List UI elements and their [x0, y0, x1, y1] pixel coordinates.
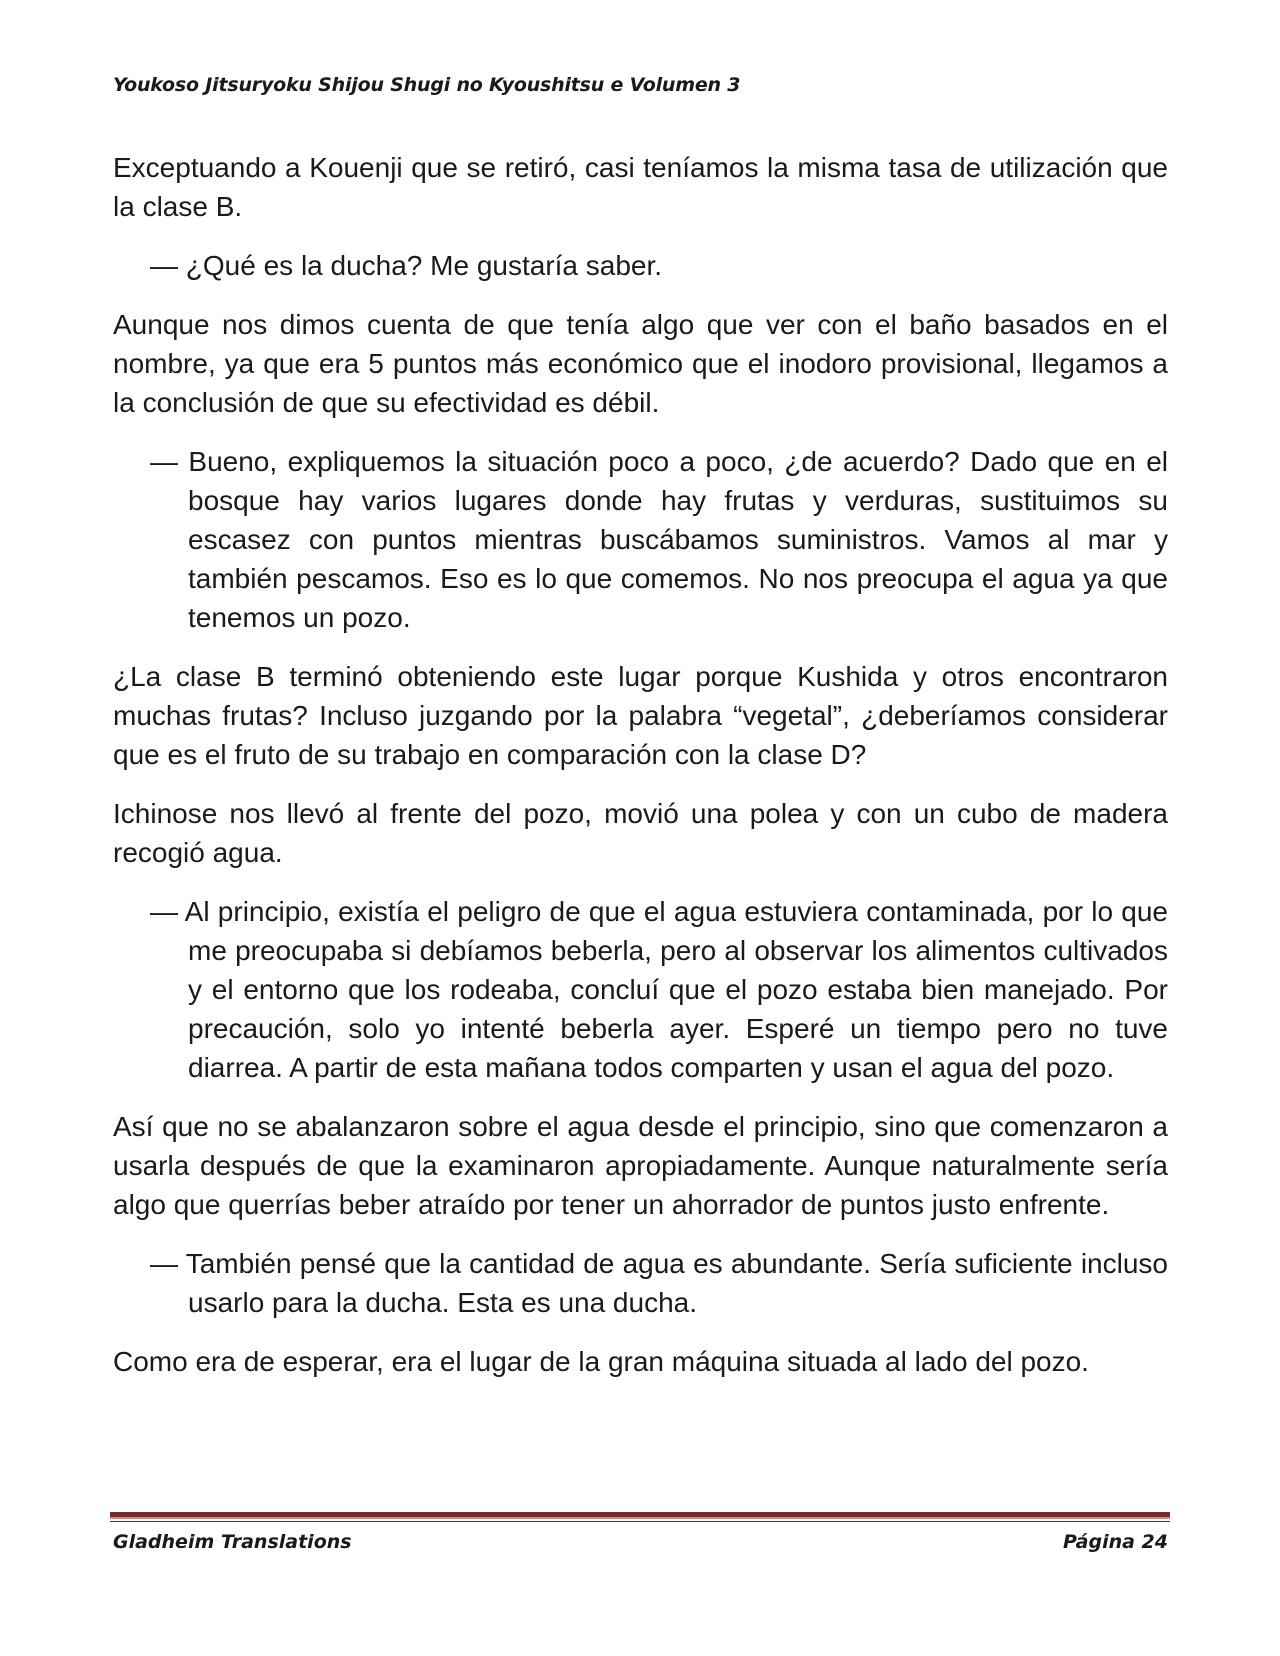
dialog-line: — ¿Qué es la ducha? Me gustaría saber.	[150, 250, 663, 281]
paragraph: Aunque nos dimos cuenta de que tenía algo que ver con el baño basados en el nombre, ya que era 5 puntos más económico que el inodoro provisional, llegamos a la conclusión de que su efectividad es débil.	[113, 309, 1168, 418]
footer-divider	[110, 1512, 1170, 1519]
paragraph: Exceptuando a Kouenji que se retiró, casi teníamos la misma tasa de utilización que la clase B.	[113, 152, 1168, 222]
paragraph: Ichinose nos llevó al frente del pozo, movió una polea y con un cubo de madera recogió agua.	[113, 798, 1168, 868]
dialog-line: — Bueno, expliquemos la situación poco a poco, ¿de acuerdo? Dado que en el bosque hay varios lugares donde hay frutas y verduras, sustituimos su escasez con puntos mientras buscábamos suministros. Vamos al mar y también pescamos. Eso es lo que comemos. No nos preocupa el agua ya que tenemos un pozo.	[150, 446, 1168, 633]
footer-divider-thin	[110, 1521, 1170, 1522]
page-header-title: Youkoso Jitsuryoku Shijou Shugi no Kyoushitsu e Volumen 3	[113, 74, 741, 96]
paragraph: Así que no se abalanzaron sobre el agua desde el principio, sino que comenzaron a usarla después de que la examinaron apropiadamente. Aunque naturalmente sería algo que querrías beber atraído por tener un ahorrador de puntos justo enfrente.	[113, 1111, 1168, 1220]
paragraph: ¿La clase B terminó obteniendo este lugar porque Kushida y otros encontraron muchas frutas? Incluso juzgando por la palabra “vegetal”, ¿deberíamos considerar que es el fruto de su trabajo en comparación con la clase D?	[113, 661, 1168, 770]
page-number: Página 24	[1062, 1531, 1168, 1553]
paragraph: Como era de esperar, era el lugar de la gran máquina situada al lado del pozo.	[113, 1346, 1089, 1377]
dialog-line: — También pensé que la cantidad de agua es abundante. Sería suficiente incluso usarlo para la ducha. Esta es una ducha.	[150, 1248, 1168, 1318]
page-body	[113, 148, 1168, 1401]
footer-publisher: Gladheim Translations	[113, 1531, 352, 1553]
dialog-line: — Al principio, existía el peligro de que el agua estuviera contaminada, por lo que me preocupaba si debíamos beberla, pero al observar los alimentos cultivados y el entorno que los rodeaba, concluí que el pozo estaba bien manejado. Por precaución, solo yo intenté beberla ayer. Esperé un tiempo pero no tuve diarrea. A partir de esta mañana todos comparten y usan el agua del pozo.	[150, 896, 1168, 1083]
